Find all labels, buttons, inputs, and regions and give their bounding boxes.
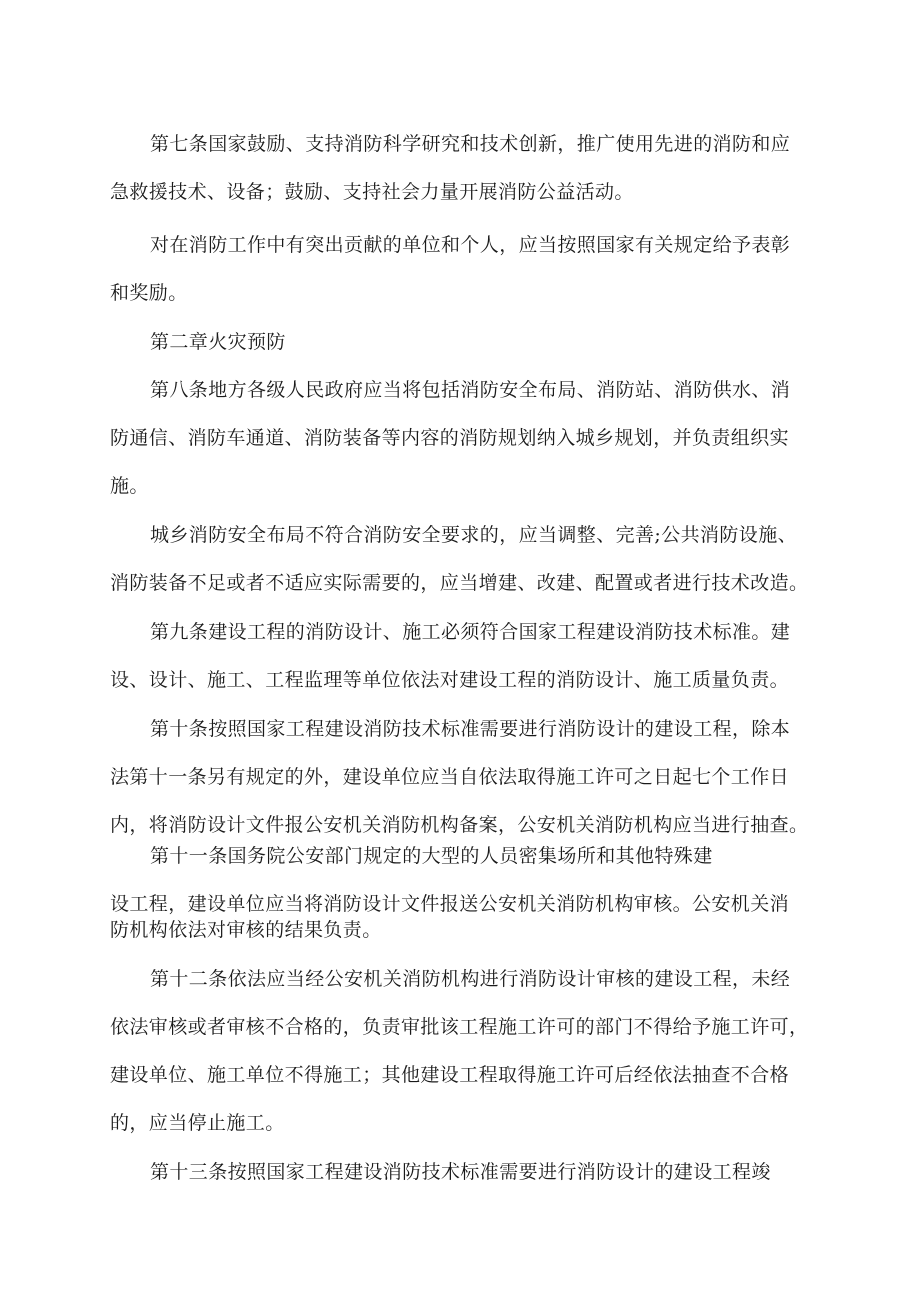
text-line-art8-3: 施。 xyxy=(110,475,149,497)
text-line-art12-2: 依法审核或者审核不合格的，负责审批该工程施工许可的部门不得给予施工许可， xyxy=(110,1016,809,1038)
chapter-heading: 第二章火灾预防 xyxy=(150,331,286,353)
text-line-layout-1: 城乡消防安全布局不符合消防安全要求的，应当调整、完善;公共消防设施、 xyxy=(150,524,798,546)
text-line-art10-2: 法第十一条另有规定的外，建设单位应当自依法取得施工许可之日起七个工作日 xyxy=(110,766,790,788)
text-line-art8-1: 第八条地方各级人民政府应当将包括消防安全布局、消防站、消防供水、消 xyxy=(150,379,791,401)
text-line-art11-3: 防机构依法对审核的结果负责。 xyxy=(110,919,382,941)
text-line-award-2: 和奖励。 xyxy=(110,282,188,304)
text-line-art7-2: 急救援技术、设备；鼓励、支持社会力量开展消防公益活动。 xyxy=(110,181,634,203)
text-line-art12-4: 的，应当停止施工。 xyxy=(110,1112,285,1134)
text-line-layout-2: 消防装备不足或者不适应实际需要的，应当增建、改建、配置或者进行技术改造。 xyxy=(110,572,809,594)
text-line-art9-2: 设、设计、施工、工程监理等单位依法对建设工程的消防设计、施工质量负责。 xyxy=(110,669,790,691)
text-line-art10-1: 第十条按照国家工程建设消防技术标准需要进行消防设计的建设工程，除本 xyxy=(150,718,791,740)
text-line-art13-1: 第十三条按照国家工程建设消防技术标准需要进行消防设计的建设工程竣 xyxy=(150,1161,771,1183)
text-line-art11-2: 设工程，建设单位应当将消防设计文件报送公安机关消防机构审核。公安机关消 xyxy=(110,893,790,915)
text-line-award-1: 对在消防工作中有突出贡献的单位和个人，应当按照国家有关规定给予表彰 xyxy=(150,234,791,256)
text-line-art8-2: 防通信、消防车通道、消防装备等内容的消防规划纳入城乡规划，并负责组织实 xyxy=(110,427,790,449)
text-line-art12-3: 建设单位、施工单位不得施工；其他建设工程取得施工许可后经依法抽查不合格 xyxy=(110,1064,790,1086)
text-line-art10-3: 内，将消防设计文件报公安机关消防机构备案，公安机关消防机构应当进行抽查。 xyxy=(110,814,809,836)
text-line-art11-1: 第十一条国务院公安部门规定的大型的人员密集场所和其他特殊建 xyxy=(150,845,713,867)
text-line-art12-1: 第十二条依法应当经公安机关消防机构进行消防设计审核的建设工程，未经 xyxy=(150,968,791,990)
text-line-art9-1: 第九条建设工程的消防设计、施工必须符合国家工程建设消防技术标准。建 xyxy=(150,621,791,643)
text-line-art7-1: 第七条国家鼓励、支持消防科学研究和技术创新，推广使用先进的消防和应 xyxy=(150,133,791,155)
